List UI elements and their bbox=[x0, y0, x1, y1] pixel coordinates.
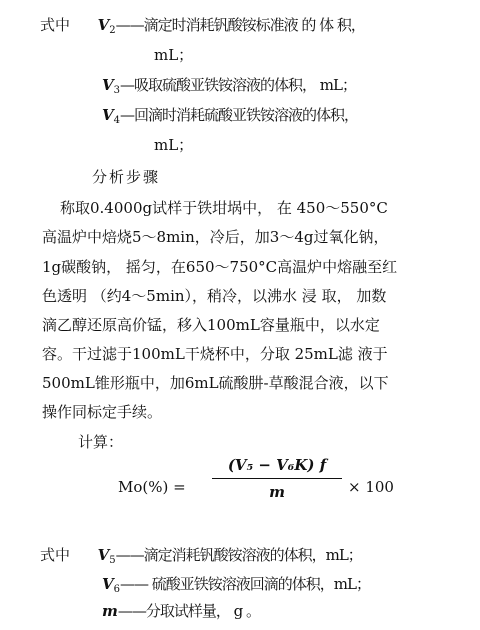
definition-line-v6 bbox=[102, 577, 370, 595]
formula-fraction bbox=[212, 456, 342, 501]
variable-description: ——滴定消耗钒酸铵溶液的体积，mL； bbox=[115, 546, 362, 564]
procedure-line: 称取0.4000g试样于铁坩埚中， 在 450～550°C bbox=[60, 199, 388, 217]
variable-symbol: V bbox=[102, 76, 114, 94]
formula-rhs: × 100 bbox=[348, 478, 394, 496]
molybdenum-formula bbox=[118, 456, 394, 516]
variable-subscript: 5 bbox=[109, 555, 116, 566]
procedure-line: 容。干过滤于100mL干烧杯中，分取 25mL滤 液于 bbox=[42, 345, 388, 363]
variable-symbol: V bbox=[97, 16, 110, 34]
formula-lhs: Mo(%) = bbox=[118, 478, 186, 496]
procedure-line: 500mL锥形瓶中，加6mL硫酸肼-草酸混合液，以下 bbox=[42, 374, 389, 392]
definition-unit-v2: mL； bbox=[154, 46, 194, 64]
procedure-line: 1g碳酸钠， 摇匀，在650～750°C高温炉中熔融至红 bbox=[42, 258, 398, 276]
definition-line-m bbox=[102, 604, 260, 619]
formula-denominator: m bbox=[269, 483, 285, 501]
definition-line-v4 bbox=[102, 108, 358, 126]
section-heading: 分析步骤 bbox=[92, 168, 161, 186]
variable-description: —回滴时消耗硫酸亚铁铵溶液的体积， bbox=[120, 106, 359, 124]
procedure-line: 滴乙醇还原高价锰，移入100mL容量瓶中，以水定 bbox=[42, 316, 380, 334]
calculation-label: 计算： bbox=[78, 433, 124, 451]
variable-symbol: V bbox=[102, 106, 114, 124]
variable-subscript: 6 bbox=[113, 584, 121, 595]
procedure-line: 操作同标定手续。 bbox=[42, 403, 163, 421]
variable-subscript: 4 bbox=[113, 115, 121, 126]
variable-symbol: V bbox=[97, 546, 110, 564]
formula-numerator: (V₅ − V₆K) f bbox=[227, 456, 327, 474]
procedure-line: 高温炉中焙烧5～8min，冷后，加3～4g过氧化钠， bbox=[42, 228, 389, 246]
variable-subscript: 3 bbox=[113, 85, 121, 96]
variable-symbol: m bbox=[102, 602, 118, 620]
definition-line-v5 bbox=[40, 548, 362, 566]
fraction-bar bbox=[212, 478, 342, 479]
variable-symbol: V bbox=[102, 575, 114, 593]
procedure-line: 色透明 （约4～5min），稍冷，以沸水 浸 取， 加数 bbox=[42, 287, 387, 305]
definition-unit-v4: mL； bbox=[154, 136, 194, 154]
variable-description: —吸取硫酸亚铁铵溶液的体积， mL； bbox=[120, 76, 356, 94]
definition-line-v2 bbox=[40, 18, 365, 36]
variable-description: ——分取试样量， g 。 bbox=[117, 602, 261, 620]
variable-subscript: 2 bbox=[109, 25, 116, 36]
variable-description: —— 硫酸亚铁铵溶液回滴的体积，mL； bbox=[120, 575, 370, 593]
variable-description: ——滴定时消耗钒酸铵标准液 的 体 积， bbox=[115, 16, 365, 34]
intro-label: 式中 bbox=[40, 546, 71, 564]
definition-line-v3 bbox=[102, 78, 356, 96]
intro-label: 式中 bbox=[40, 16, 71, 34]
